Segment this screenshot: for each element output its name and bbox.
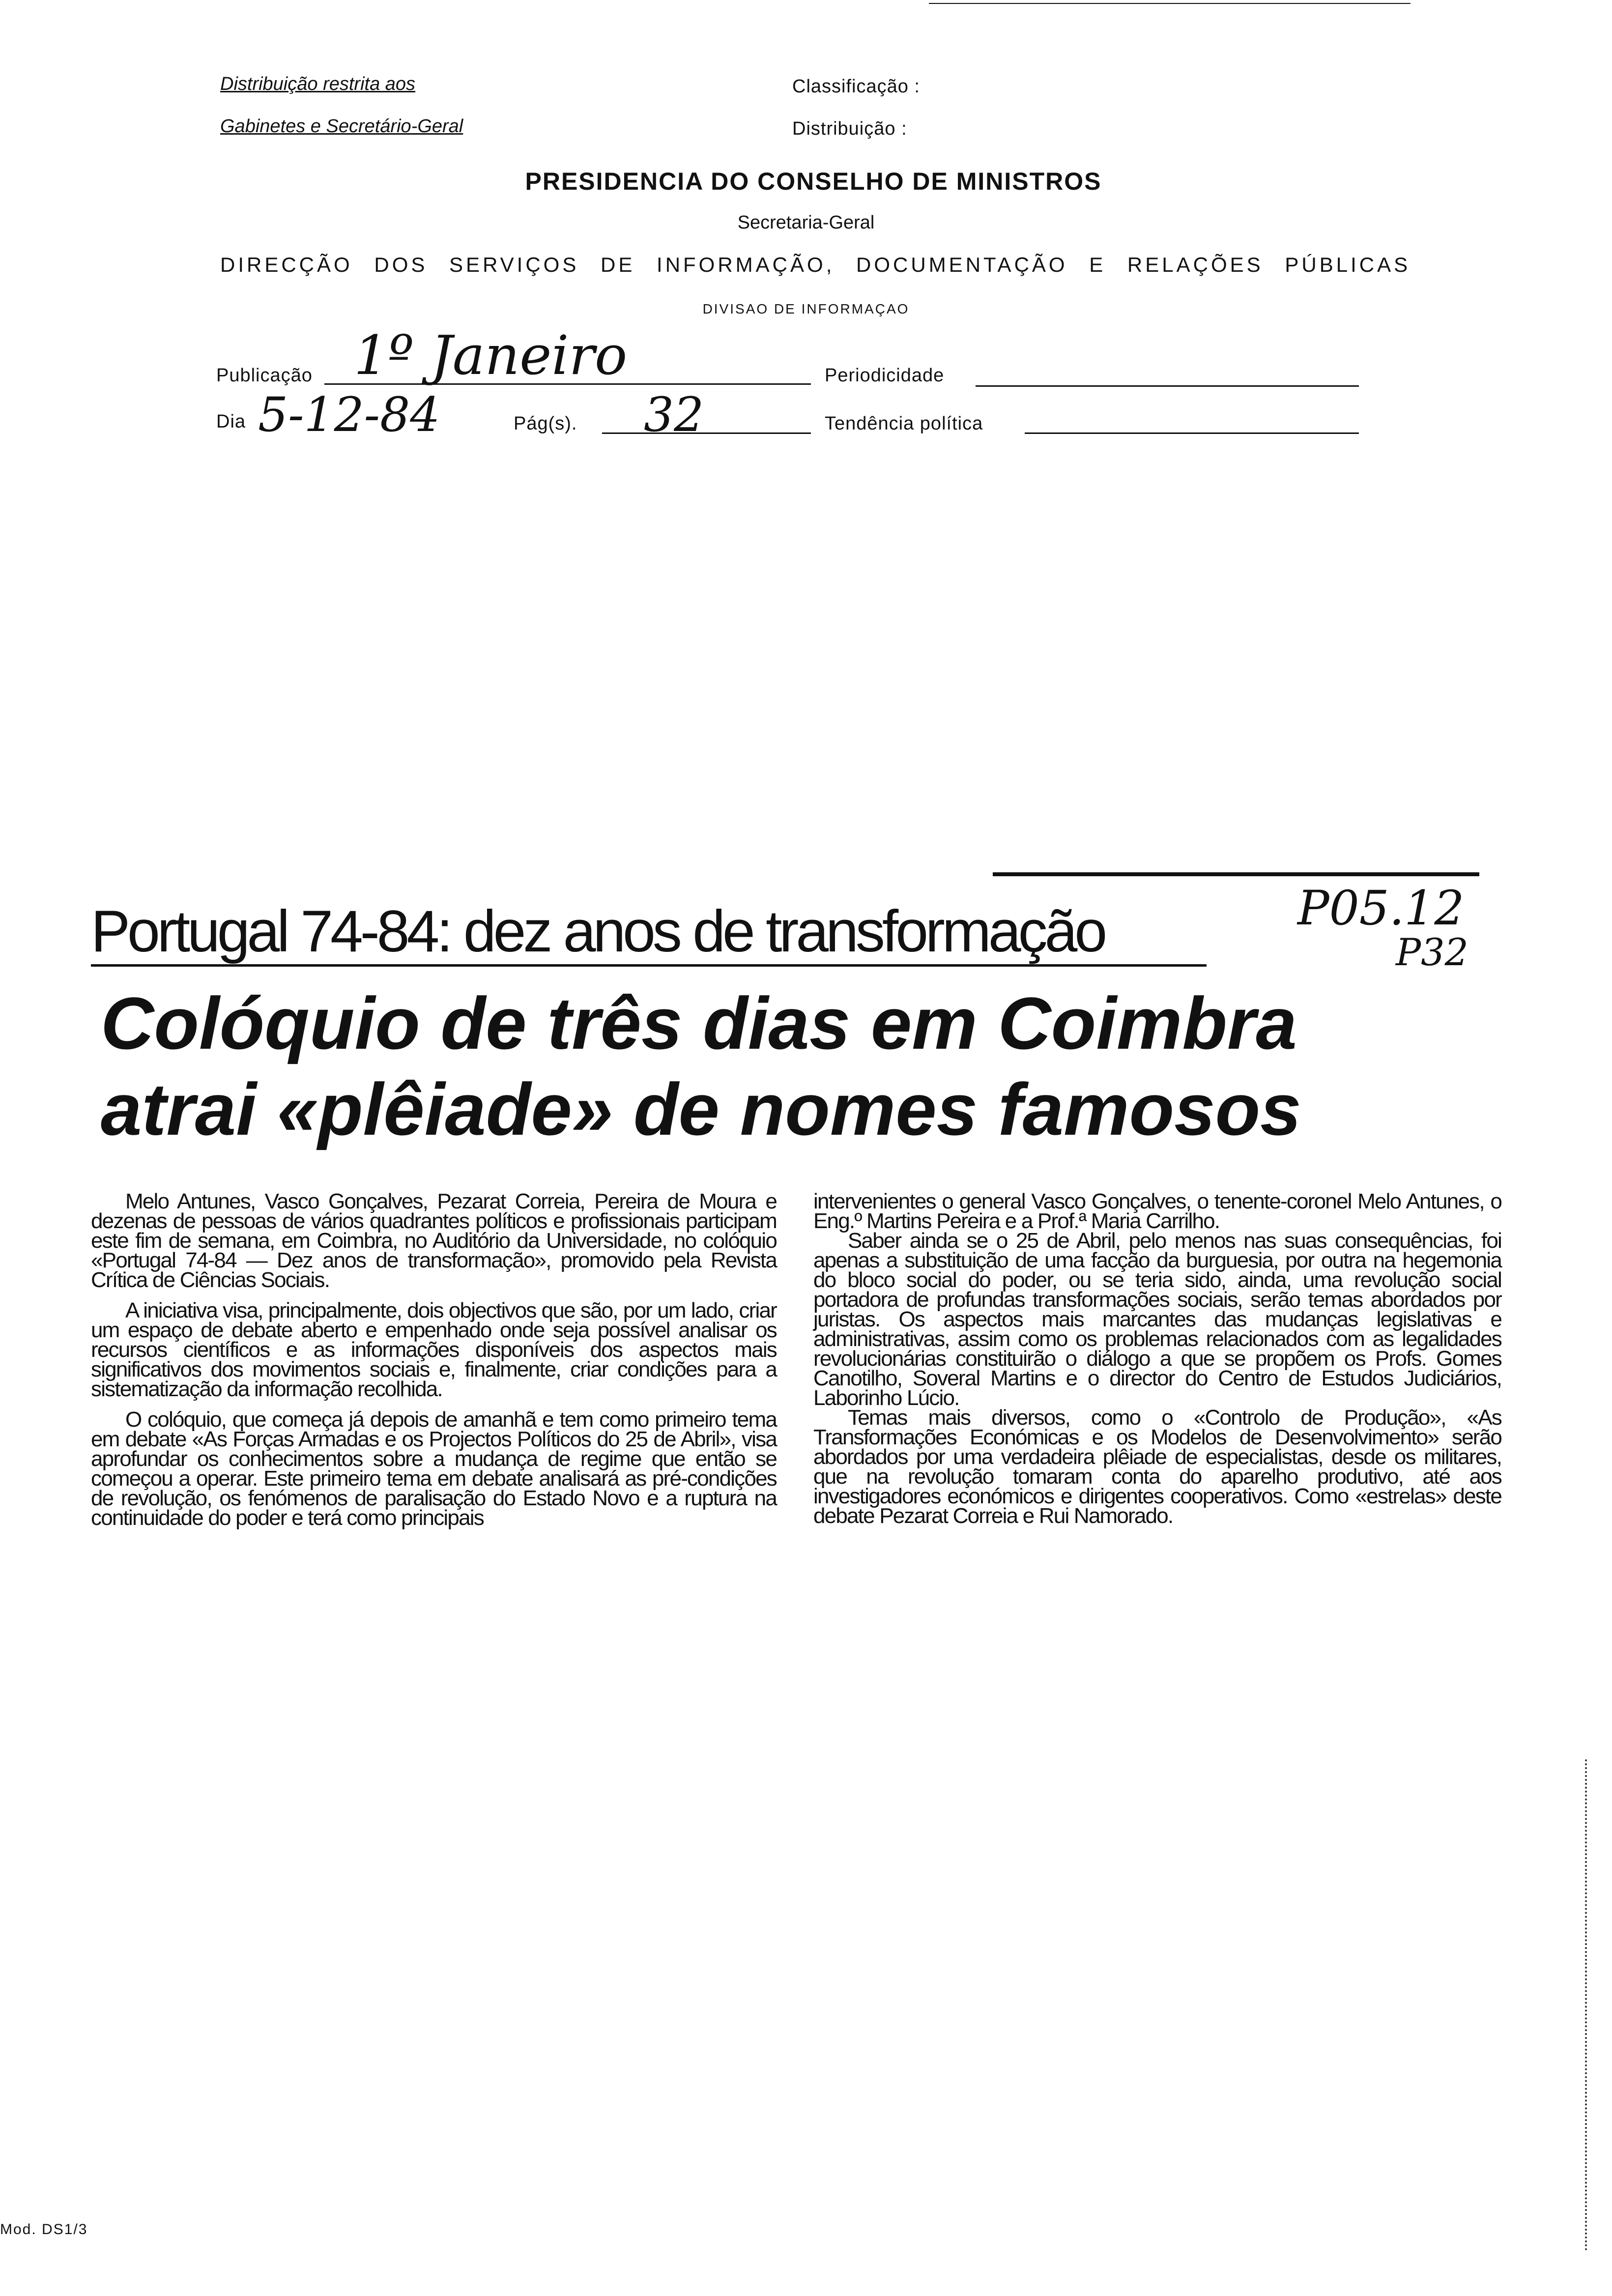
annotation-line-2: P32 xyxy=(1396,930,1468,974)
pags-label: Pág(s). xyxy=(514,413,577,434)
periodicidade-label: Periodicidade xyxy=(825,365,945,386)
periodicidade-line xyxy=(976,385,1359,387)
paragraph: A iniciativa visa, principalmente, dois objectivos que são, por um lado, criar um espaço de debate aberto e empenhado onde seja possível analisar os recursos científicos e as informações disponíveis dos aspectos mais significativos dos movimentos sociais e, finalmente, criar condições para a sistematização da informação recolhida. xyxy=(91,1298,777,1401)
restriction-line-1: Distribuição restrita aos xyxy=(220,74,416,94)
headline-line-1: Colóquio de três dias em Coimbra xyxy=(101,982,1297,1064)
article-kicker: Portugal 74-84: dez anos de transformação xyxy=(91,898,1105,964)
distribuicao-label: Distribuição : xyxy=(792,118,907,139)
paragraph: O colóquio, que começa já depois de amanhã e tem como primeiro tema em debate «As Forças Armadas e os Projectos Políticos do 25 de Abril», visa aprofundar os conhecimentos sobre a mudança de regime que então se começou a operar. Este primeiro tema em debate analisará as pré-condições de revolução, os fenómenos de paralisação do Estado Novo e a ruptura na continuidade do poder e terá como principais xyxy=(91,1407,777,1530)
article-left-column xyxy=(91,1189,777,1539)
paragraph: Melo Antunes, Vasco Gonçalves, Pezarat Correia, Pereira de Moura e dezenas de pessoas de vários quadrantes políticos e profissionais participam este fim de semana, em Coimbra, no Auditório da Universidade, no colóquio «Portugal 74-84 — Dez anos de transformação», promovido pela Revista Crítica de Ciências Sociais. xyxy=(91,1189,777,1292)
publicacao-handwritten: 1º Janeiro xyxy=(354,324,628,387)
tendencia-line xyxy=(1025,432,1359,434)
divisao-title: DIVISAO DE INFORMAÇAO xyxy=(702,301,910,316)
scan-edge-marks xyxy=(1585,1759,1590,2251)
tendencia-label: Tendência política xyxy=(825,413,983,434)
article-right-column xyxy=(813,1189,1501,1537)
article-top-rule xyxy=(993,872,1479,876)
paragraph: Temas mais diversos, como o «Controlo de Produção», «As Transformações Económicas e os Modelos de Desenvolvimento» serão abordados por uma verdadeira plêiade de especialistas, desde os militares, que na revolução tomaram conta do aparelho produtivo, até aos investigadores económicos e dirigentes cooperativos. Como «estrelas» deste debate Pezarat Correia e Rui Namorado. xyxy=(813,1406,1501,1528)
form-code: Mod. DS1/3 xyxy=(0,2221,88,2238)
annotation-line-1: P05.12 xyxy=(1297,881,1465,936)
secretaria-title: Secretaria-Geral xyxy=(737,212,875,233)
headline-line-2: atrai «plêiade» de nomes famosos xyxy=(101,1068,1301,1150)
classificacao-label: Classificação : xyxy=(792,76,920,97)
paragraph: intervenientes o general Vasco Gonçalves, o tenente-coronel Melo Antunes, o Eng.º Martins Pereira e a Prof.ª Maria Carrilho. xyxy=(813,1189,1501,1233)
dia-handwritten: 5-12-84 xyxy=(258,387,440,442)
top-scan-line xyxy=(929,3,1410,4)
dia-label: Dia xyxy=(216,411,246,432)
ministry-title: PRESIDENCIA DO CONSELHO DE MINISTROS xyxy=(525,168,1102,195)
pags-line xyxy=(602,432,811,434)
kicker-underline xyxy=(91,964,1207,967)
paragraph: Saber ainda se o 25 de Abril, pelo menos nas suas consequências, foi apenas a substituição de uma facção da burguesia, por outra na hegemonia do bloco social do poder, ou se teria sido, ainda, uma revolução social portadora de profundas transformações sociais, serão temas abordados por juristas. Os aspectos mais marcantes das mudanças legislativas e administrativas, assim como os problemas relacionados com as legalidades revolucionárias constituirão o diálogo a que se propõem os Profs. Gomes Canotilho, Soveral Martins e o director do Centro de Estudos Judiciários, Laborinho Lúcio. xyxy=(813,1229,1501,1410)
direccao-title: DIRECÇÃO DOS SERVIÇOS DE INFORMAÇÃO, DOCUMENTAÇÃO E RELAÇÕES PÚBLICAS xyxy=(220,253,1411,276)
pags-handwritten: 32 xyxy=(644,387,704,442)
restriction-line-2: Gabinetes e Secretário-Geral xyxy=(220,116,463,137)
publicacao-label: Publicação xyxy=(216,365,313,386)
